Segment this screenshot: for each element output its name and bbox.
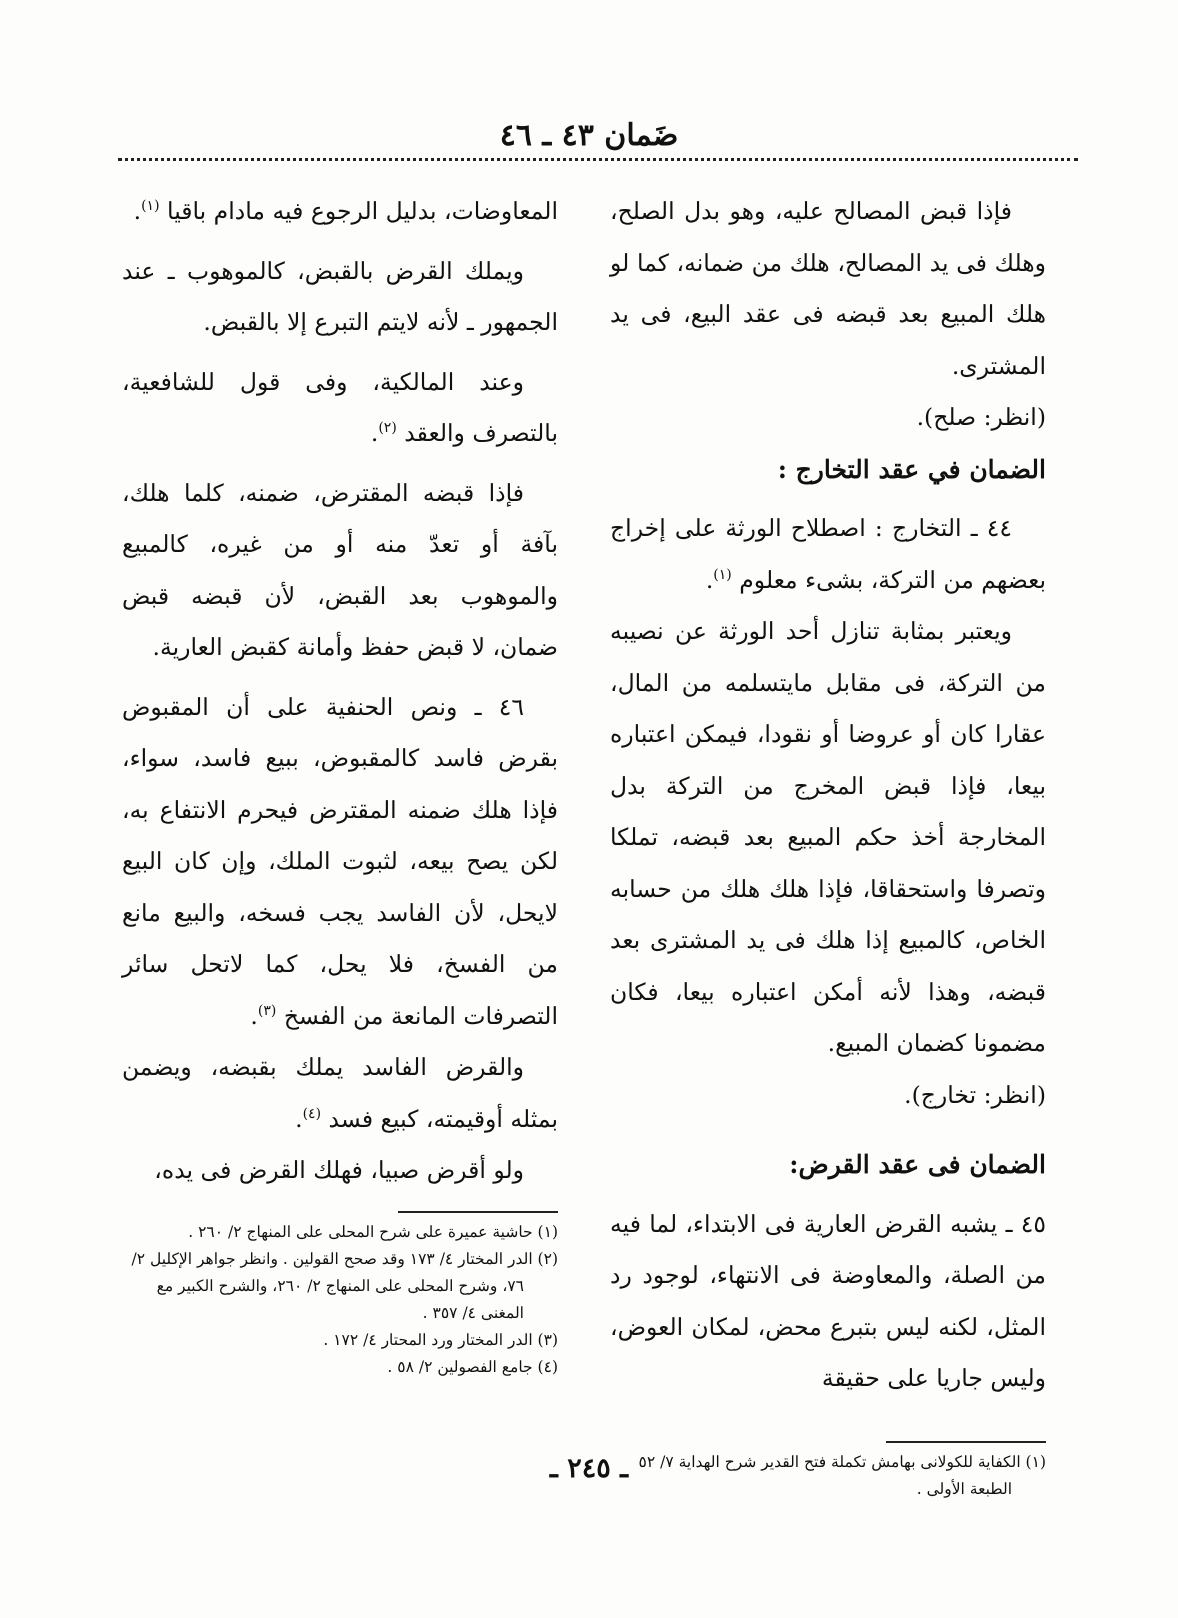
- paragraph: ويملك القرض بالقبض، كالموهوب ـ عند الجمهور ـ لأنه لايتم التبرع إلا بالقبض.: [122, 256, 558, 336]
- paragraph-end: .: [133, 197, 142, 225]
- footnote: (٣) الدر المختار ورد المحتار ٤/ ١٧٢ .: [323, 1330, 558, 1349]
- footnote: (٢) الدر المختار ٤/ ١٧٣ وقد صحح القولين . وانظر جواهر الإكليل ٢/ ٧٦، وشرح المحلى على المنهاج ٢/ ٢٦٠، والشرح الكبير مع المغنى ٤/ ٣٥٧ .: [131, 1249, 558, 1322]
- paragraph-end: .: [370, 419, 379, 447]
- paragraph: ولو أقرض صبيا، فهلك القرض فى يده،: [154, 1156, 524, 1184]
- footnote: (١) حاشية عميرة على شرح المحلى على المنهاج ٢/ ٢٦٠ .: [188, 1222, 558, 1241]
- right-column-body: [610, 186, 1046, 1405]
- paragraph: ويعتبر بمثابة تنازل أحد الورثة عن نصيبه من التركة، فى مقابل مايتسلمه من المال، عقارا كان أو عروضا أو نقودا، فيمكن اعتباره بيعا، فإذا قبض المخرج من التركة بدل المخارجة أخذ حكم المبيع بعد قبضه، تملكا وتصرفا واستحقاقا، فإذا هلك هلك من حسابه الخاص، كالمبيع إذا هلك فى يد المشترى بعد قبضه، وهذا لأنه أمكن اعتباره بيعا، فكان مضمونا كضمان المبيع.: [610, 617, 1046, 1057]
- right-column: [610, 186, 1046, 1503]
- paragraph-end: .: [705, 565, 714, 594]
- paragraph-text: ٤٤ ـ التخارج : اصطلاح الورثة على إخراج بعضهم من التركة، بشىء معلوم: [610, 514, 1046, 594]
- left-column-body: [122, 186, 558, 1197]
- cross-reference: (انظر: تخارج).: [904, 1080, 1046, 1109]
- paragraph: [122, 186, 558, 238]
- paragraph-end: .: [295, 1104, 303, 1133]
- footnote-marker: (٣): [257, 1002, 277, 1019]
- footnote-marker: (١): [141, 198, 160, 215]
- left-footnotes: [122, 1219, 558, 1381]
- left-column: [122, 186, 558, 1381]
- footnote-marker: (١): [713, 566, 732, 583]
- section-heading: الضمان فى عقد القرض:: [789, 1150, 1046, 1179]
- paragraph: فإذا قبضه المقترض، ضمنه، كلما هلك، بآفة أو تعدّ منه أو من غيره، كالمبيع والموهوب بعد القبض، لأن قبضه قبض ضمان، لا قبض حفظ وأمانة كقبض العارية.: [122, 478, 558, 661]
- paragraph-text: المعاوضات، بدليل الرجوع فيه مادام باقيا: [167, 197, 558, 225]
- header-dotted-rule: [118, 158, 1078, 161]
- footnote: (١) الكفاية للكولانى بهامش تكملة فتح القدير شرح الهداية ٧/ ٥٢ الطبعة الأولى .: [638, 1452, 1046, 1498]
- paragraph: [122, 357, 558, 460]
- page-number: ـ ٢٤٥ ـ: [549, 1453, 629, 1484]
- footnote-rule: [886, 1441, 1046, 1443]
- paragraph-text: والقرض الفاسد يملك بقبضه، ويضمن بمثله أوقيمته، كبيع فسد: [122, 1053, 558, 1133]
- paragraph: [610, 503, 1046, 606]
- paragraph: [122, 682, 558, 1043]
- footnote-rule: [398, 1211, 558, 1213]
- running-head: ضَمان ٤٣ ـ ٤٦: [499, 118, 679, 153]
- footnote: (٤) جامع الفصولين ٢/ ٥٨ .: [387, 1357, 558, 1376]
- section-heading: الضمان في عقد التخارج :: [777, 454, 1046, 484]
- footnote-marker: (٤): [302, 1105, 322, 1122]
- paragraph-text: وعند المالكية، وفى قول للشافعية، بالتصرف والعقد: [122, 367, 558, 447]
- paragraph: ٤٥ ـ يشبه القرض العارية فى الابتداء، لما فيه من الصلة، والمعاوضة فى الانتهاء، لوجود رد المثل، لكنه ليس بتبرع محض، لمكان العوض، وليس جاريا على حقيقة: [610, 1209, 1046, 1392]
- cross-reference: (انظر: صلح).: [916, 403, 1046, 431]
- paragraph-text: ٤٦ ـ ونص الحنفية على أن المقبوض بقرض فاسد كالمقبوض، ببيع فاسد، سواء، فإذا هلك ضمنه المقترض فيحرم الانتفاع به، لكن يصح بيعه، لثبوت الملك، وإن كان البيع لايحل، لأن الفاسد يجب فسخه، والبيع مانع من الفسخ، فلا يحل، كما لاتحل سائر التصرفات المانعة من الفسخ: [122, 692, 558, 1030]
- footnote-marker: (٢): [378, 420, 397, 437]
- paragraph: فإذا قبض المصالح عليه، وهو بدل الصلح، وهلك فى يد المصالح، هلك من ضمانه، كما لو هلك المبيع بعد قبضه فى عقد البيع، فى يد المشترى.: [610, 197, 1046, 380]
- paragraph-end: .: [250, 1001, 258, 1030]
- paragraph: [122, 1042, 558, 1145]
